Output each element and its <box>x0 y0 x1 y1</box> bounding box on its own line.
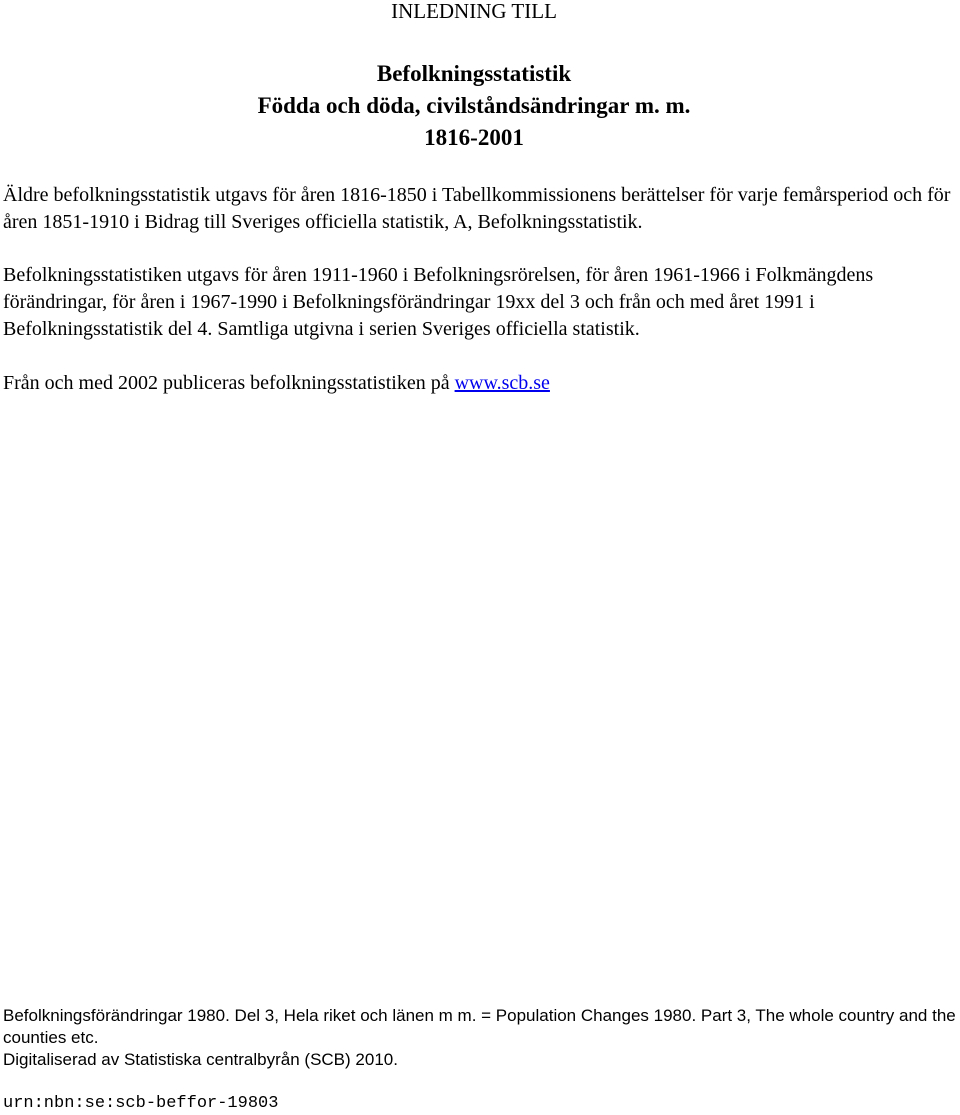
paragraph-publication-online <box>3 370 955 397</box>
paragraph-older-statistics: Äldre befolkningsstatistik utgavs för åren 1816-1850 i Tabellkommissionens berättelser för varje femårsperiod och för åren 1851-1910 i Bidrag till Sveriges officiella statistik, A, Befolkningsstatistik. <box>3 184 951 233</box>
title-line-3: 1816-2001 <box>424 125 524 150</box>
paragraph-statistics-series: Befolkningsstatistiken utgavs för åren 1911-1960 i Befolkningsrörelsen, för åren 1961-1966 i Folkmängdens förändringar, för åren i 1967-1990 i Befolkningsförändringar 19xx del 3 och från och med året 1991 i Befolkningsstatistik del 4. Samtliga utgivna i serien Sveriges officiella statistik. <box>3 264 874 340</box>
title-line-1: Befolkningsstatistik <box>376 61 572 86</box>
title-line-2: Födda och döda, civilståndsändringar m. m. <box>257 93 691 118</box>
footer-digitized-note: Digitaliserad av Statistiska centralbyrån (SCB) 2010. <box>3 1050 398 1069</box>
scb-website-link[interactable]: www.scb.se <box>454 372 550 394</box>
title-block <box>0 58 948 154</box>
header-title: INLEDNING TILL <box>391 0 557 23</box>
footer-publication-title: Befolkningsförändringar 1980. Del 3, Hela riket och länen m m. = Population Changes 1980. Part 3, The whole country and the counties etc. <box>3 1006 956 1047</box>
paragraph-publication-text: Från och med 2002 publiceras befolkningsstatistiken på <box>3 372 455 394</box>
urn-identifier: urn:nbn:se:scb-beffor-19803 <box>3 1094 279 1113</box>
